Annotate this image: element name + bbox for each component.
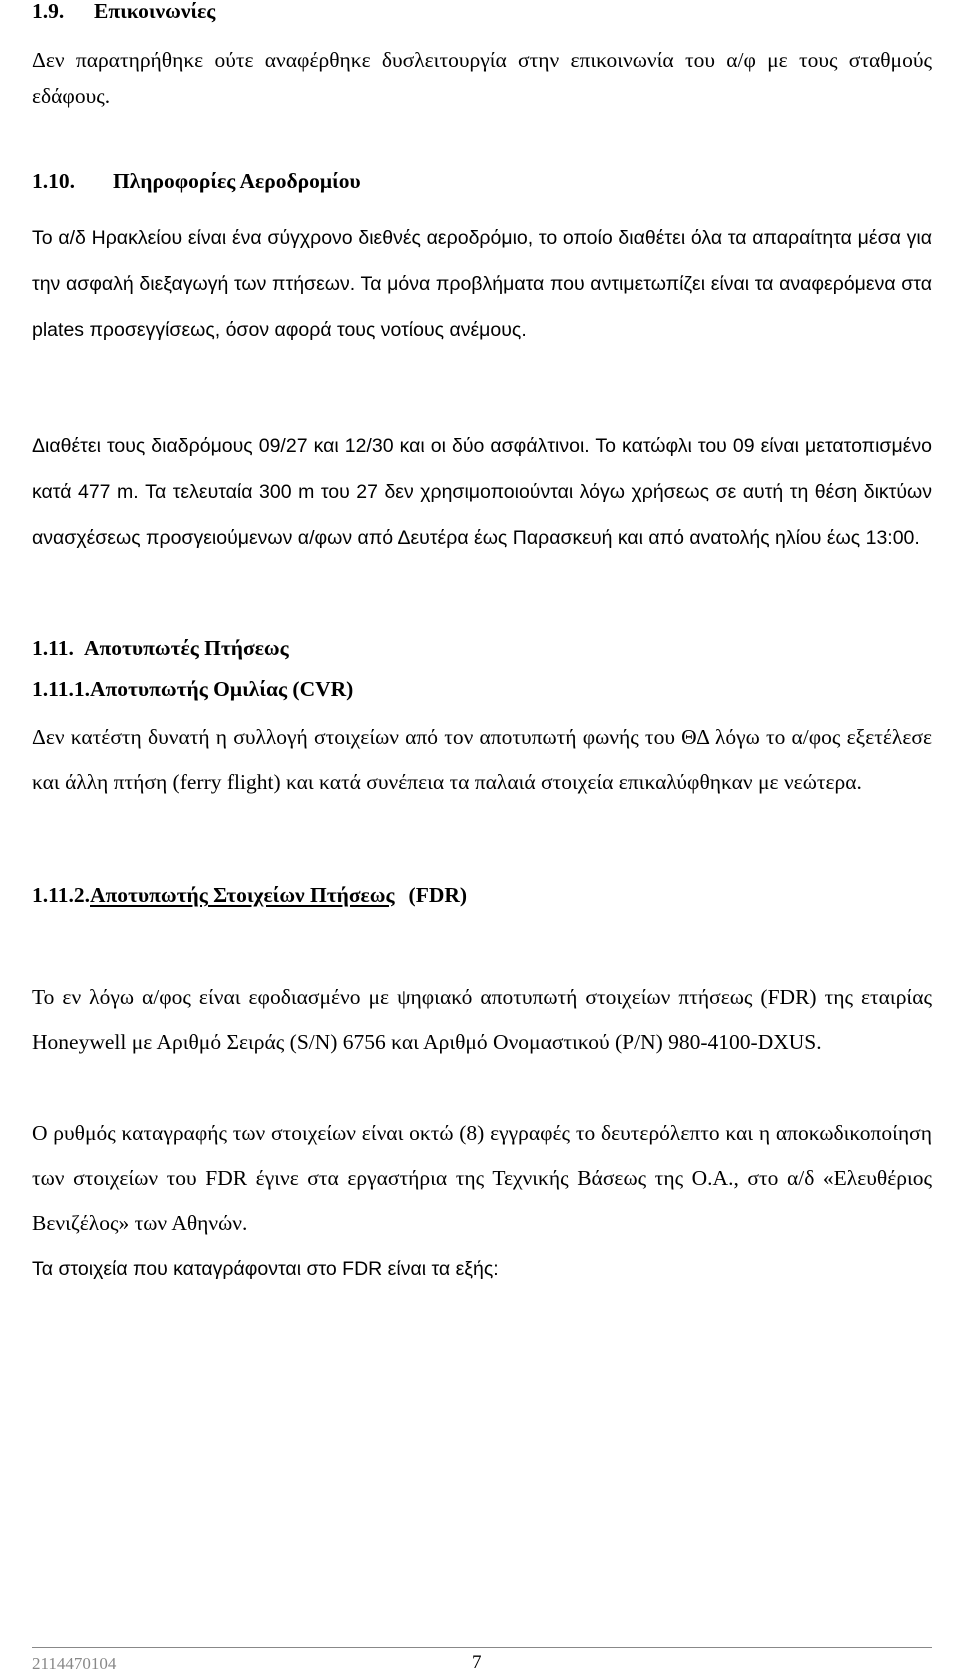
heading-title: Επικοινωνίες [94,0,216,23]
paragraph-fdr-equipment: Το εν λόγω α/φος είναι εφοδιασμένο με ψηφιακό αποτυπωτή στοιχείων πτήσεως (FDR) της εταιρίας Honeywell με Αριθμό Σειράς (S/N) 6756 και Αριθμό Ονομαστικού (P/N) 980-4100-DXUS. [32,985,932,1054]
heading-1-10 [32,164,932,198]
heading-title: Αποτυπωτές Πτήσεως [84,636,289,660]
heading-number: 1.11.1. [32,677,90,701]
heading-1-11 [32,631,932,665]
heading-title: Πληροφορίες Αεροδρομίου [113,169,361,193]
paragraph-cvr: Δεν κατέστη δυνατή η συλλογή στοιχείων από τον αποτυπωτή φωνής του ΘΔ λόγω το α/φος εξετέλεσε και άλλη πτήση (ferry flight) και κατά συνέπεια τα παλαιά στοιχεία επικαλύφθηκαν με νεώτερα. [32,725,932,794]
paragraph-airport-info: Το α/δ Ηρακλείου είναι ένα σύγχρονο διεθνές αεροδρόμιο, το οποίο διαθέτει όλα τα απαραίτητα μέσα για την ασφαλή διεξαγωγή των πτήσεων. Τα μόνα προβλήματα που αντιμετωπίζει είναι τα αναφερόμενα στα plates προσεγγίσεως, όσον αφορά τους νοτίους ανέμους. [32,227,932,341]
heading-number: 1.10. [32,169,75,193]
document-code: 2114470104 [32,1654,117,1673]
heading-title: Αποτυπωτής Ομιλίας (CVR) [90,677,354,701]
paragraph-communications: Δεν παρατηρήθηκε ούτε αναφέρθηκε δυσλειτουργία στην επικοινωνία του α/φ με τους σταθμούς εδάφους. [32,48,932,108]
paragraph-fdr-parameters: Τα στοιχεία που καταγράφονται στο FDR είναι τα εξής: [32,1258,499,1280]
paragraph-runways: Διαθέτει τους διαδρόμους 09/27 και 12/30 και οι δύο ασφάλτινοι. Το κατώφλι του 09 είναι μετατοπισμένο κατά 477 m. Τα τελευταία 300 m του 27 δεν χρησιμοποιούνται λόγω χρήσεως σε αυτή τη θέση δικτύων ανασχέσεως προσγειούμενων α/φων από Δευτέρα έως Παρασκευή και από ανατολής ηλίου έως 13:00. [32,435,932,549]
heading-title: Αποτυπωτής Στοιχείων Πτήσεως [90,883,395,907]
page-number: 7 [472,1652,482,1673]
heading-suffix: (FDR) [408,883,468,907]
heading-1-11-2 [32,878,932,912]
paragraph-fdr-recording: Ο ρυθμός καταγραφής των στοιχείων είναι οκτώ (8) εγγραφές το δευτερόλεπτο και η αποκωδικοποίηση των στοιχείων του FDR έγινε στα εργαστήρια της Τεχνικής Βάσεως της Ο.Α., στο α/δ «Ελευθέριος Βενιζέλος» των Αθηνών. [32,1121,932,1235]
heading-1-9 [32,0,932,28]
heading-number: 1.9. [32,0,65,23]
heading-number: 1.11. [32,636,74,660]
heading-number: 1.11.2. [32,883,90,907]
page-footer [32,1647,932,1674]
heading-1-11-1 [32,672,932,706]
